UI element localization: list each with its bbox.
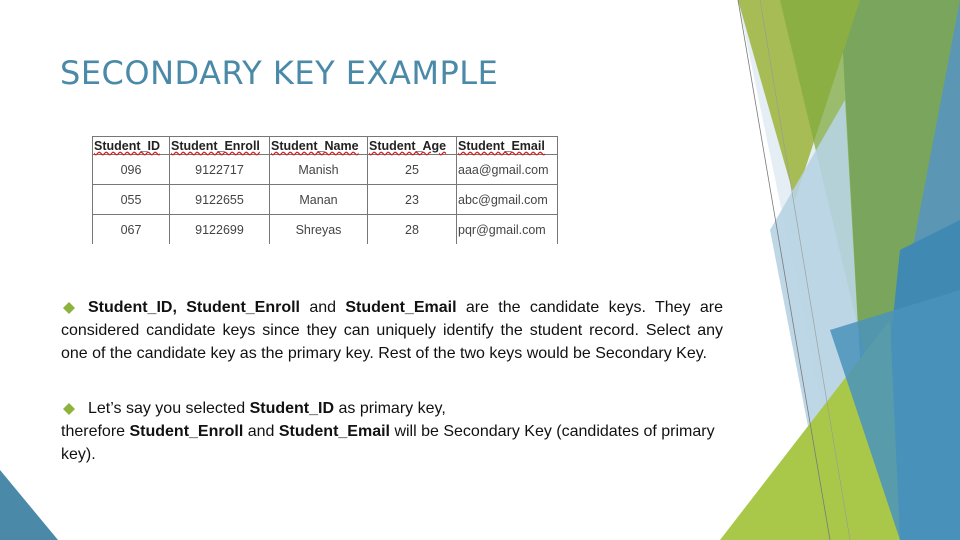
cell: pqr@gmail.com (457, 215, 558, 245)
bold-key: Student_Email (278, 423, 390, 440)
cell: 096 (93, 155, 170, 185)
table-row (93, 185, 558, 215)
bold-key: Student_ID (249, 400, 335, 417)
col-student-email: Student_Email (457, 137, 558, 155)
bold-key: Student_Enroll (129, 423, 244, 440)
bold-keys: Student_ID, Student_Enroll (88, 299, 301, 316)
bullet-text: Let’s say you selected Student_ID as primary key, (61, 397, 723, 420)
cell: 23 (368, 185, 457, 215)
bullet-candidate-keys (61, 296, 723, 365)
col-student-id: Student_ID (93, 137, 170, 155)
diamond-bullet-icon (63, 302, 75, 314)
bold-key: Student_Email (345, 299, 457, 316)
col-student-name: Student_Name (270, 137, 368, 155)
col-student-enroll: Student_Enroll (170, 137, 270, 155)
cell: 9122699 (170, 215, 270, 245)
col-student-age: Student_Age (368, 137, 457, 155)
cell: 067 (93, 215, 170, 245)
bullet-text: Student_ID, Student_Enroll and Student_Email are the candidate keys. They are considered candidate keys since they can uniquely identify the student record. Select any one of the candidate key as the primary key. Rest of the two keys would be Secondary Key. (61, 299, 723, 362)
cell: Shreyas (270, 215, 368, 245)
slide-title: SECONDARY KEY EXAMPLE (60, 54, 499, 92)
cell: Manan (270, 185, 368, 215)
decor-corner-triangle (0, 470, 58, 540)
cell: 28 (368, 215, 457, 245)
student-table (92, 136, 558, 244)
table-header-row (93, 137, 558, 155)
diamond-bullet-icon (63, 403, 75, 415)
table-row (93, 215, 558, 245)
cell: 9122655 (170, 185, 270, 215)
cell: 9122717 (170, 155, 270, 185)
table-row (93, 155, 558, 185)
cell: 055 (93, 185, 170, 215)
cell: aaa@gmail.com (457, 155, 558, 185)
bullet-secondary-keys (61, 397, 723, 466)
cell: Manish (270, 155, 368, 185)
cell: abc@gmail.com (457, 185, 558, 215)
cell: 25 (368, 155, 457, 185)
bullet-continuation: therefore Student_Enroll and Student_Email will be Secondary Key (candidates of primary key). (61, 423, 715, 463)
